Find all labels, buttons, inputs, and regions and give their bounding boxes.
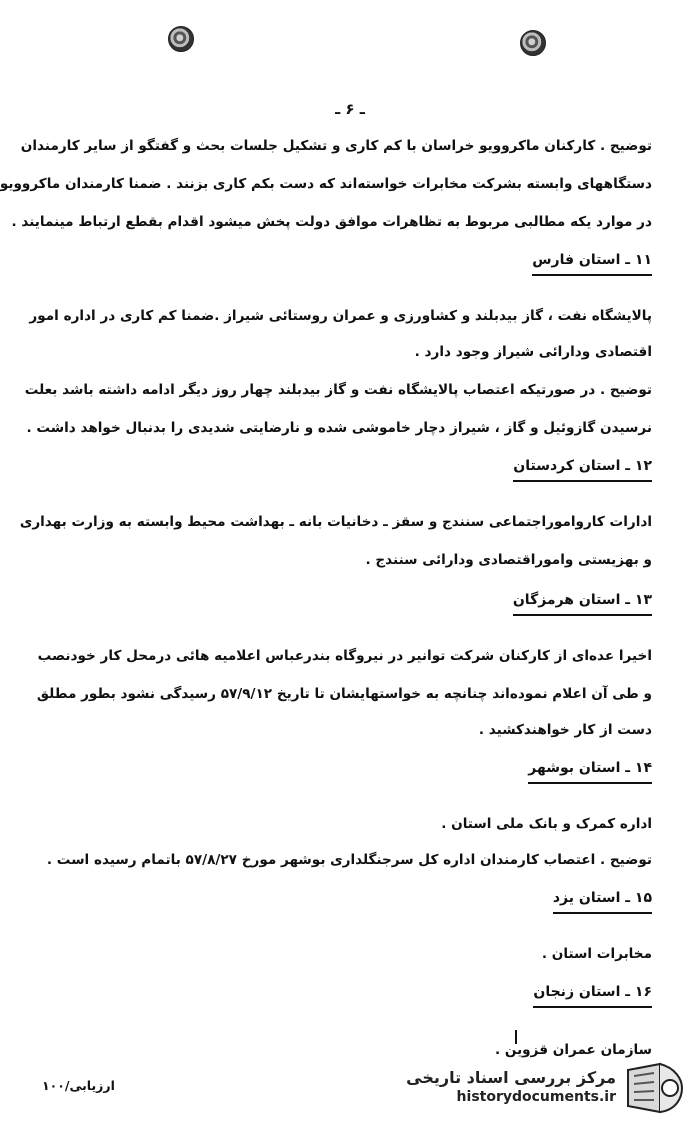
archive-logo-icon bbox=[620, 1060, 688, 1118]
text-line: نرسیدن گازوئیل و گاز ، شیراز دچار خاموشی شده و نارضایتی شدیدی را بدنبال خواهد داشت . bbox=[26, 420, 652, 436]
province-heading-hormozgan: ۱۳ ـ استان هرمزگان bbox=[513, 592, 652, 616]
text-line: توضیح . کارکنان ماکروویو خراسان با کم کاری و تشکیل جلسات بحث و گفتگو از سایر کارمندان bbox=[20, 138, 652, 154]
province-heading-kordestan: ۱۲ ـ استان کردستان bbox=[513, 458, 652, 482]
text-line: اقتصادی ودارائی شیراز وجود دارد . bbox=[414, 344, 652, 360]
text-line: اداره کمرک و بانک ملی استان . bbox=[441, 816, 652, 832]
text-line: و طی آن اعلام نموده‌اند چنانچه به خواستهایشان تا تاریخ ۵۷/۹/۱۲ رسیدگی نشود بطور مطلق bbox=[36, 686, 652, 702]
watermark-persian: مرکز بررسی اسناد تاریخی bbox=[406, 1068, 616, 1087]
seal-stamp-right bbox=[520, 30, 546, 56]
text-line: مخابرات استان . bbox=[541, 946, 652, 962]
text-line: توضیح . در صورتیکه اعتصاب پالایشگاه نفت و گاز بیدبلند چهار روز دیگر ادامه داشته باشد بعلت bbox=[24, 382, 652, 398]
text-line: پالایشگاه نفت ، گاز بیدبلند و کشاورزی و عمران روستائی شیراز .ضمنا کم کاری در اداره امور bbox=[29, 308, 652, 324]
province-heading-zanjan: ۱۶ ـ استان زنجان bbox=[533, 984, 652, 1008]
text-line: دست از کار خواهندکشید . bbox=[478, 722, 652, 738]
text-line: ادارات کارواموراجتماعی سنندج و سقز ـ دخانیات بانه ـ بهداشت محیط وابسته به وزارت بهداری bbox=[19, 514, 652, 530]
province-heading-fars: ۱۱ ـ استان فارس bbox=[532, 252, 652, 276]
watermark-text bbox=[406, 1068, 616, 1105]
text-line: دستگاههای وابسته بشرکت مخابرات خواسته‌اند که دست بکم کاری بزنند . ضمنا کارمندان ماکروویو bbox=[0, 176, 652, 192]
seal-stamp-left bbox=[168, 26, 194, 52]
text-line: در موارد یکه مطالبی مربوط به تظاهرات موافق دولت پخش میشود اقدام بقطع ارتباط مینمایند . bbox=[11, 214, 652, 230]
text-line: و بهزیستی واموراقتصادی ودارائی سنندج . bbox=[365, 552, 652, 568]
text-line: اخیرا عده‌ای از کارکنان شرکت توانیر در نیروگاه بندرعباس اعلامیه هائی درمحل کار خودنصب bbox=[37, 648, 652, 664]
text-line: سازمان عمران قزوین . bbox=[494, 1042, 652, 1058]
province-heading-yazd: ۱۵ ـ استان یزد bbox=[553, 890, 652, 914]
text-line: توضیح . اعتصاب کارمندان اداره کل سرجنگلداری بوشهر مورخ ۵۷/۸/۲۷ باتمام رسیده است . bbox=[46, 852, 652, 868]
document-code: ارزیابی/۱۰۰ bbox=[42, 1078, 115, 1093]
page-number: ـ ۶ ـ bbox=[335, 100, 365, 118]
province-heading-bushehr: ۱۴ ـ استان بوشهر bbox=[528, 760, 652, 784]
watermark-url: historydocuments.ir bbox=[456, 1089, 616, 1105]
